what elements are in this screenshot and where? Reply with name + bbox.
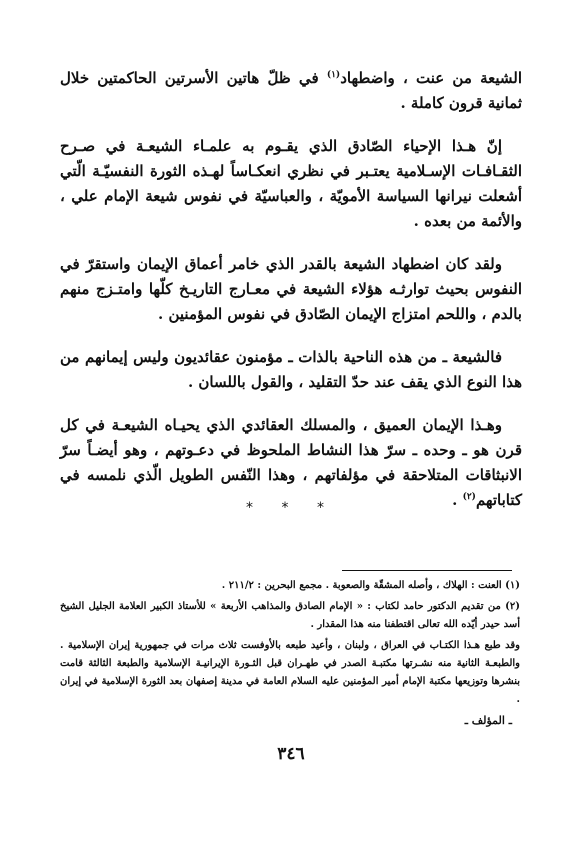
footnote-2: (٢) من تقديم الدكتور حامد لكتاب : « الإمام الصادق والمذاهب الأربعة » للأستاذ الكبير العلامة الجليل الشيخ أسد حيدر أيّده الله تعالى اقتطفنا منه هذا المقدار . (60, 601, 520, 630)
paragraph-1-text-after: في ظلّ هاتين الأسرتين الحاكمتين خلال ثمانية قرون كاملة . (60, 69, 522, 112)
footnote-ref-1: (١) (326, 70, 341, 80)
footnote-divider (342, 570, 512, 571)
author-note: ـ المؤلف ـ (464, 714, 512, 727)
paragraph-4: فالشيعة ـ من هذه الناحية بالذات ـ مؤمنون عقائديون وليس إيمانهم من هذا النوع الذي يقف عند حدّ التقليد ، والقول باللسان . (60, 348, 522, 391)
paragraph-5-text: وهـذا الإيمان العميق ، والمسلك العقائدي الذي يحيـاه الشيعـة في كل قرن هو ـ وحده ـ سرّ هذا النشاط الملحوظ في دعـوتهم ، وهو أيضـاً سرّ الانبثاقات المتلاحقة في مؤلفاتهم ، وهذا النّفس الطويل الّذي نلمسه في كتاباتهم (60, 416, 522, 509)
paragraph-2: إنّ هـذا الإحياء الصّادق الذي يقـوم به علمـاء الشيعـة في صـرح الثقـافـات الإسـلامية يعتـبر في نظري انعكـاساً لهـذه الثورة النفسيّـة الّتي أشعلت نيرانها السياسة الأمويّة ، والعباسيّة في نفوس شيعة الإمام علي ، والأئمة من بعده . (60, 137, 522, 230)
footnote-2-continued: وقد طبع هـذا الكتـاب في العراق ، ولبنان ، وأعيد طبعه بالأوفست ثلاث مرات في جمهورية إيران الإسلامية . والطبعـة الثانية منه نشـرتها مكتبـة الصدر في طهـران قبل الثـورة الإيرانيـة الإسلامية والطبعة الثالثة قامت بنشرها وتوزيعها مكتبة الإمام أمير المؤمنين عليه السلام العامة في مدينة إصفهان بعد الثورة الإسلامية في إيران . (60, 640, 520, 705)
main-text (60, 66, 522, 531)
section-separator: * * * (246, 500, 336, 516)
paragraph-5-text-after: . (452, 491, 463, 509)
paragraph-1-text: الشيعة من عنت ، واضطهاد (340, 69, 522, 87)
footnote-1: (١) العنت : الهلاك ، وأصله المشقّة والصعوبة . مجمع البحرين : ٢١١/٢ . (221, 580, 520, 591)
footnotes (60, 577, 520, 712)
paragraph-5 (60, 413, 522, 513)
page-number: ٣٤٦ (277, 744, 305, 764)
paragraph-3: ولقد كان اضطهاد الشيعة بالقدر الذي خامر أعماق الإيمان واستقرّ في النفوس بحيث توارثـه هؤلاء الشيعة في معـارج التاريـخ كلّها وامتـزج منهم بالدم ، واللحم امتزاج الإيمان الصّادق في نفوس المؤمنين . (60, 255, 522, 323)
paragraph-1 (60, 66, 522, 116)
footnote-ref-2: (٢) (462, 492, 476, 502)
